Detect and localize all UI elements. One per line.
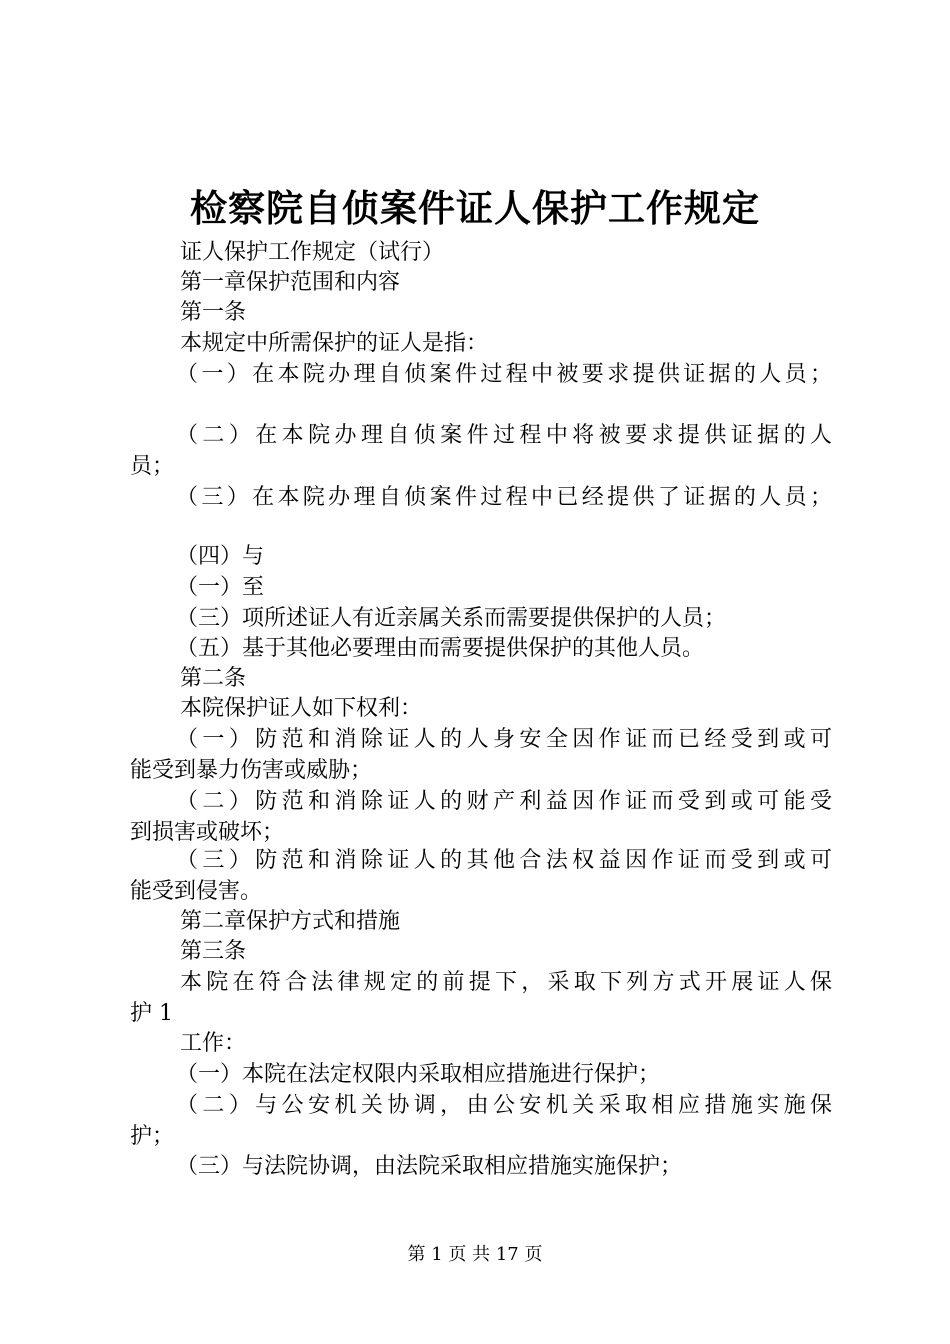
paragraph-line: （二）防范和消除证人的财产利益因作证而受到或可能受 <box>176 789 832 814</box>
page-number-footer: 第 1 页 共 17 页 <box>407 1244 543 1265</box>
paragraph-line: 第二条 <box>180 666 247 691</box>
paragraph-line: 第一章保护范围和内容 <box>180 270 401 295</box>
paragraph-line: 护； <box>130 1124 175 1149</box>
paragraph-line: （五）基于其他必要理由而需要提供保护的其他人员。 <box>176 636 705 661</box>
paragraph-line: （一）本院在法定权限内采取相应措施进行保护； <box>176 1062 661 1087</box>
paragraph-line: （三）与法院协调，由法院采取相应措施实施保护； <box>176 1154 683 1179</box>
paragraph-line: 本院保护证人如下权利： <box>180 696 423 721</box>
paragraph-line: （一）防范和消除证人的人身安全因作证而已经受到或可 <box>176 727 832 752</box>
paragraph-line: 本院在符合法律规定的前提下，采取下列方式开展证人保 <box>180 970 832 995</box>
paragraph-line: （三）在本院办理自侦案件过程中已经提供了证据的人员； <box>176 485 832 510</box>
paragraph-line: （四）与 <box>176 544 265 569</box>
paragraph-line: 证人保护工作规定（试行） <box>180 240 445 265</box>
paragraph-line: 到损害或破坏； <box>130 820 285 845</box>
paragraph-line: （一）至 <box>176 575 265 600</box>
paragraph-line: 工作： <box>180 1031 247 1056</box>
paragraph-line: 第一条 <box>180 300 247 325</box>
paragraph-line: 能受到侵害。 <box>130 879 263 904</box>
paragraph-line: 第二章保护方式和措施 <box>180 909 401 934</box>
paragraph-line: 能受到暴力伤害或威胁； <box>130 758 373 783</box>
paragraph-line: （一）在本院办理自侦案件过程中被要求提供证据的人员； <box>176 362 832 387</box>
paragraph-line: 本规定中所需保护的证人是指： <box>180 331 489 356</box>
paragraph-line: （二）在本院办理自侦案件过程中将被要求提供证据的人 <box>176 423 832 448</box>
paragraph-line: （三）防范和消除证人的其他合法权益因作证而受到或可 <box>176 848 832 873</box>
paragraph-line: （二）与公安机关协调，由公安机关采取相应措施实施保 <box>176 1093 832 1118</box>
paragraph-line: （三）项所述证人有近亲属关系而需要提供保护的人员； <box>176 606 727 631</box>
paragraph-line: 员； <box>130 454 175 479</box>
paragraph-line: 护 1 <box>130 1001 173 1026</box>
paragraph-line: 第三条 <box>180 939 247 964</box>
document-title: 检察院自侦案件证人保护工作规定 <box>190 186 760 230</box>
